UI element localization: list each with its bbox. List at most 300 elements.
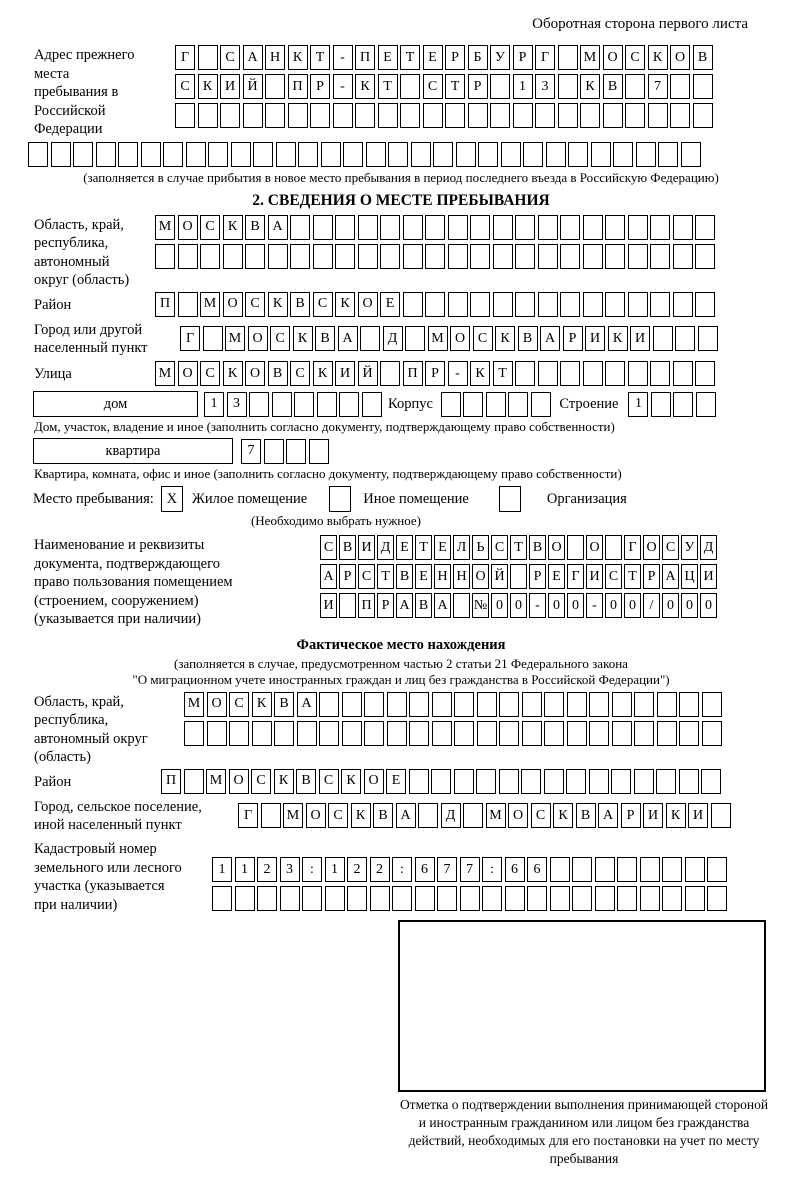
char-cell[interactable]: 0 [624, 593, 641, 618]
char-cell[interactable]: И [586, 564, 603, 589]
char-cell[interactable] [280, 886, 300, 911]
char-cell[interactable]: В [576, 803, 596, 828]
char-cell[interactable] [535, 103, 555, 128]
char-cell[interactable] [628, 244, 648, 269]
char-cell[interactable] [313, 215, 333, 240]
char-cell[interactable]: Б [468, 45, 488, 70]
char-cell[interactable] [501, 142, 521, 167]
char-cell[interactable]: С [313, 292, 333, 317]
char-cell[interactable] [342, 692, 362, 717]
char-cell[interactable] [432, 721, 452, 746]
char-cell[interactable] [550, 886, 570, 911]
char-cell[interactable]: С [358, 564, 375, 589]
char-cell[interactable] [445, 103, 465, 128]
char-cell[interactable] [634, 692, 654, 717]
char-cell[interactable] [253, 142, 273, 167]
char-cell[interactable] [364, 721, 384, 746]
char-cell[interactable]: Д [377, 535, 394, 560]
char-cell[interactable] [656, 769, 676, 794]
char-cell[interactable] [409, 721, 429, 746]
char-cell[interactable]: Р [643, 564, 660, 589]
char-cell[interactable] [628, 292, 648, 317]
char-cell[interactable]: Е [415, 564, 432, 589]
char-cell[interactable] [634, 721, 654, 746]
char-cell[interactable] [595, 857, 615, 882]
char-cell[interactable]: А [540, 326, 560, 351]
char-cell[interactable]: К [355, 74, 375, 99]
char-cell[interactable]: К [223, 215, 243, 240]
char-cell[interactable] [163, 142, 183, 167]
char-cell[interactable]: О [472, 564, 489, 589]
char-cell[interactable] [515, 215, 535, 240]
char-cell[interactable] [493, 215, 513, 240]
char-cell[interactable] [482, 886, 502, 911]
char-cell[interactable]: Р [513, 45, 533, 70]
char-cell[interactable] [572, 886, 592, 911]
char-cell[interactable] [364, 692, 384, 717]
char-cell[interactable]: К [470, 361, 490, 386]
char-cell[interactable] [580, 103, 600, 128]
char-cell[interactable] [486, 392, 506, 417]
char-cell[interactable] [707, 886, 727, 911]
char-cell[interactable] [603, 103, 623, 128]
char-cell[interactable]: 0 [491, 593, 508, 618]
char-cell[interactable] [617, 857, 637, 882]
char-cell[interactable]: К [313, 361, 333, 386]
char-cell[interactable] [261, 803, 281, 828]
char-cell[interactable] [184, 721, 204, 746]
char-cell[interactable]: Т [445, 74, 465, 99]
char-cell[interactable] [453, 593, 470, 618]
char-cell[interactable]: Р [310, 74, 330, 99]
char-cell[interactable]: А [396, 593, 413, 618]
char-cell[interactable] [294, 392, 314, 417]
char-cell[interactable]: М [155, 361, 175, 386]
char-cell[interactable]: А [268, 215, 288, 240]
char-cell[interactable] [605, 215, 625, 240]
char-cell[interactable] [583, 361, 603, 386]
char-cell[interactable]: П [155, 292, 175, 317]
char-cell[interactable]: Д [441, 803, 461, 828]
char-cell[interactable]: К [268, 292, 288, 317]
char-cell[interactable] [96, 142, 116, 167]
char-cell[interactable] [510, 564, 527, 589]
char-cell[interactable]: : [392, 857, 412, 882]
char-cell[interactable] [203, 326, 223, 351]
char-cell[interactable] [454, 692, 474, 717]
char-cell[interactable]: 1 [628, 392, 648, 417]
char-cell[interactable]: Г [624, 535, 641, 560]
char-cell[interactable]: О [358, 292, 378, 317]
char-cell[interactable] [468, 103, 488, 128]
char-cell[interactable]: Е [380, 292, 400, 317]
char-cell[interactable]: Т [493, 361, 513, 386]
char-cell[interactable]: С [251, 769, 271, 794]
char-cell[interactable] [679, 721, 699, 746]
char-cell[interactable] [405, 326, 425, 351]
char-cell[interactable]: И [643, 803, 663, 828]
char-cell[interactable]: П [355, 45, 375, 70]
char-cell[interactable]: И [358, 535, 375, 560]
char-cell[interactable] [662, 886, 682, 911]
char-cell[interactable] [411, 142, 431, 167]
char-cell[interactable] [673, 392, 693, 417]
char-cell[interactable]: К [274, 769, 294, 794]
char-cell[interactable]: В [518, 326, 538, 351]
char-cell[interactable] [679, 692, 699, 717]
char-cell[interactable] [493, 244, 513, 269]
char-cell[interactable] [478, 142, 498, 167]
char-cell[interactable]: В [529, 535, 546, 560]
char-cell[interactable] [370, 886, 390, 911]
char-cell[interactable]: О [548, 535, 565, 560]
char-cell[interactable] [249, 392, 269, 417]
char-cell[interactable]: О [245, 361, 265, 386]
char-cell[interactable]: А [434, 593, 451, 618]
char-cell[interactable] [403, 292, 423, 317]
char-cell[interactable] [515, 244, 535, 269]
char-cell[interactable] [538, 361, 558, 386]
char-cell[interactable] [362, 392, 382, 417]
char-cell[interactable] [567, 692, 587, 717]
char-cell[interactable] [613, 142, 633, 167]
char-cell[interactable]: С [200, 215, 220, 240]
char-cell[interactable]: Г [238, 803, 258, 828]
char-cell[interactable] [380, 361, 400, 386]
char-cell[interactable]: М [155, 215, 175, 240]
char-cell[interactable] [544, 692, 564, 717]
char-cell[interactable] [200, 244, 220, 269]
char-cell[interactable]: А [320, 564, 337, 589]
char-cell[interactable]: 0 [567, 593, 584, 618]
char-cell[interactable] [628, 215, 648, 240]
char-cell[interactable]: С [328, 803, 348, 828]
char-cell[interactable]: А [243, 45, 263, 70]
char-cell[interactable]: С [473, 326, 493, 351]
char-cell[interactable]: Ь [472, 535, 489, 560]
char-cell[interactable]: Т [377, 564, 394, 589]
char-cell[interactable] [313, 244, 333, 269]
char-cell[interactable] [707, 857, 727, 882]
char-cell[interactable]: И [585, 326, 605, 351]
char-cell[interactable]: С [423, 74, 443, 99]
char-cell[interactable] [448, 244, 468, 269]
char-cell[interactable] [670, 74, 690, 99]
char-cell[interactable]: В [274, 692, 294, 717]
char-cell[interactable] [321, 142, 341, 167]
char-cell[interactable] [698, 326, 718, 351]
char-cell[interactable] [470, 292, 490, 317]
char-cell[interactable]: Н [434, 564, 451, 589]
char-cell[interactable] [243, 103, 263, 128]
char-cell[interactable] [437, 886, 457, 911]
char-cell[interactable]: 3 [280, 857, 300, 882]
char-cell[interactable] [605, 292, 625, 317]
char-cell[interactable]: 0 [681, 593, 698, 618]
char-cell[interactable] [175, 103, 195, 128]
char-cell[interactable]: О [643, 535, 660, 560]
char-cell[interactable] [178, 292, 198, 317]
char-cell[interactable]: Р [468, 74, 488, 99]
char-cell[interactable] [695, 215, 715, 240]
char-cell[interactable]: 1 [235, 857, 255, 882]
char-cell[interactable] [409, 769, 429, 794]
char-cell[interactable] [252, 721, 272, 746]
char-cell[interactable] [380, 215, 400, 240]
char-cell[interactable]: Д [383, 326, 403, 351]
char-cell[interactable]: А [396, 803, 416, 828]
char-cell[interactable]: Г [535, 45, 555, 70]
char-cell[interactable] [454, 769, 474, 794]
char-cell[interactable] [378, 103, 398, 128]
char-cell[interactable] [673, 292, 693, 317]
char-cell[interactable]: И [688, 803, 708, 828]
char-cell[interactable] [685, 857, 705, 882]
char-cell[interactable] [611, 769, 631, 794]
char-cell[interactable] [650, 215, 670, 240]
char-cell[interactable] [499, 721, 519, 746]
checkbox-organizatsiya[interactable] [499, 486, 521, 512]
char-cell[interactable]: С [319, 769, 339, 794]
char-cell[interactable] [685, 886, 705, 911]
char-cell[interactable] [662, 857, 682, 882]
char-cell[interactable]: Н [453, 564, 470, 589]
char-cell[interactable] [380, 244, 400, 269]
char-cell[interactable] [245, 244, 265, 269]
char-cell[interactable] [268, 244, 288, 269]
char-cell[interactable]: 1 [325, 857, 345, 882]
char-cell[interactable] [431, 769, 451, 794]
char-cell[interactable] [366, 142, 386, 167]
char-cell[interactable] [388, 142, 408, 167]
char-cell[interactable] [333, 103, 353, 128]
char-cell[interactable]: Т [624, 564, 641, 589]
char-cell[interactable]: 6 [415, 857, 435, 882]
char-cell[interactable] [560, 215, 580, 240]
char-cell[interactable]: О [364, 769, 384, 794]
char-cell[interactable]: К [495, 326, 515, 351]
char-cell[interactable]: Р [563, 326, 583, 351]
char-cell[interactable] [583, 292, 603, 317]
char-cell[interactable] [186, 142, 206, 167]
char-cell[interactable] [673, 244, 693, 269]
char-cell[interactable] [264, 439, 284, 464]
char-cell[interactable] [544, 721, 564, 746]
char-cell[interactable]: 3 [535, 74, 555, 99]
char-cell[interactable] [560, 244, 580, 269]
char-cell[interactable] [651, 392, 671, 417]
char-cell[interactable]: У [681, 535, 698, 560]
char-cell[interactable] [425, 215, 445, 240]
char-cell[interactable] [433, 142, 453, 167]
char-cell[interactable] [653, 326, 673, 351]
char-cell[interactable]: Е [386, 769, 406, 794]
char-cell[interactable]: 2 [347, 857, 367, 882]
char-cell[interactable]: С [220, 45, 240, 70]
char-cell[interactable] [538, 215, 558, 240]
char-cell[interactable] [286, 439, 306, 464]
char-cell[interactable] [628, 361, 648, 386]
char-cell[interactable] [583, 215, 603, 240]
char-cell[interactable] [432, 692, 452, 717]
char-cell[interactable]: С [491, 535, 508, 560]
char-cell[interactable] [141, 142, 161, 167]
char-cell[interactable] [290, 215, 310, 240]
char-cell[interactable]: Д [700, 535, 717, 560]
char-cell[interactable] [415, 886, 435, 911]
char-cell[interactable]: Н [265, 45, 285, 70]
char-cell[interactable]: - [529, 593, 546, 618]
char-cell[interactable]: И [335, 361, 355, 386]
char-cell[interactable]: Е [548, 564, 565, 589]
char-cell[interactable]: 6 [505, 857, 525, 882]
char-cell[interactable]: В [315, 326, 335, 351]
char-cell[interactable] [477, 692, 497, 717]
char-cell[interactable] [650, 292, 670, 317]
char-cell[interactable] [208, 142, 228, 167]
char-cell[interactable]: Г [175, 45, 195, 70]
char-cell[interactable] [339, 392, 359, 417]
char-cell[interactable] [490, 103, 510, 128]
char-cell[interactable]: К [648, 45, 668, 70]
char-cell[interactable] [657, 721, 677, 746]
char-cell[interactable] [302, 886, 322, 911]
char-cell[interactable] [454, 721, 474, 746]
char-cell[interactable]: В [396, 564, 413, 589]
char-cell[interactable] [513, 103, 533, 128]
char-cell[interactable] [550, 857, 570, 882]
char-cell[interactable]: 7 [437, 857, 457, 882]
char-cell[interactable]: П [403, 361, 423, 386]
char-cell[interactable]: 1 [513, 74, 533, 99]
char-cell[interactable]: А [598, 803, 618, 828]
char-cell[interactable] [658, 142, 678, 167]
char-cell[interactable]: О [603, 45, 623, 70]
char-cell[interactable] [418, 803, 438, 828]
char-cell[interactable] [310, 103, 330, 128]
char-cell[interactable]: Р [377, 593, 394, 618]
char-cell[interactable]: С [662, 535, 679, 560]
char-cell[interactable]: Е [434, 535, 451, 560]
char-cell[interactable]: : [482, 857, 502, 882]
char-cell[interactable]: И [700, 564, 717, 589]
char-cell[interactable]: 0 [510, 593, 527, 618]
char-cell[interactable] [515, 292, 535, 317]
char-cell[interactable] [403, 244, 423, 269]
char-cell[interactable] [343, 142, 363, 167]
char-cell[interactable] [499, 692, 519, 717]
char-cell[interactable]: Р [445, 45, 465, 70]
char-cell[interactable] [670, 103, 690, 128]
char-cell[interactable]: 0 [700, 593, 717, 618]
char-cell[interactable]: Е [378, 45, 398, 70]
char-cell[interactable] [673, 361, 693, 386]
char-cell[interactable]: Л [453, 535, 470, 560]
char-cell[interactable] [673, 215, 693, 240]
char-cell[interactable]: М [428, 326, 448, 351]
char-cell[interactable]: К [288, 45, 308, 70]
char-cell[interactable] [342, 721, 362, 746]
char-cell[interactable] [508, 392, 528, 417]
char-cell[interactable] [223, 244, 243, 269]
char-cell[interactable]: О [670, 45, 690, 70]
char-cell[interactable] [702, 721, 722, 746]
char-cell[interactable] [560, 361, 580, 386]
char-cell[interactable]: С [290, 361, 310, 386]
char-cell[interactable] [257, 886, 277, 911]
char-cell[interactable] [711, 803, 731, 828]
char-cell[interactable]: 2 [257, 857, 277, 882]
char-cell[interactable]: А [297, 692, 317, 717]
char-cell[interactable]: К [580, 74, 600, 99]
char-cell[interactable]: Г [180, 326, 200, 351]
char-cell[interactable]: К [223, 361, 243, 386]
char-cell[interactable]: Р [529, 564, 546, 589]
checkbox-inoe[interactable] [329, 486, 351, 512]
char-cell[interactable] [470, 215, 490, 240]
char-cell[interactable]: В [415, 593, 432, 618]
char-cell[interactable] [441, 392, 461, 417]
char-cell[interactable] [679, 769, 699, 794]
char-cell[interactable]: О [508, 803, 528, 828]
char-cell[interactable] [319, 721, 339, 746]
char-cell[interactable]: А [662, 564, 679, 589]
char-cell[interactable] [423, 103, 443, 128]
char-cell[interactable]: С [605, 564, 622, 589]
char-cell[interactable] [566, 769, 586, 794]
char-cell[interactable] [640, 886, 660, 911]
char-cell[interactable]: М [486, 803, 506, 828]
char-cell[interactable]: О [207, 692, 227, 717]
char-cell[interactable] [617, 886, 637, 911]
char-cell[interactable] [650, 244, 670, 269]
char-cell[interactable]: В [296, 769, 316, 794]
char-cell[interactable] [155, 244, 175, 269]
char-cell[interactable] [298, 142, 318, 167]
char-cell[interactable] [531, 392, 551, 417]
char-cell[interactable] [347, 886, 367, 911]
char-cell[interactable]: А [338, 326, 358, 351]
char-cell[interactable] [400, 103, 420, 128]
char-cell[interactable]: К [335, 292, 355, 317]
char-cell[interactable] [650, 361, 670, 386]
char-cell[interactable]: К [351, 803, 371, 828]
char-cell[interactable]: - [333, 45, 353, 70]
char-cell[interactable] [392, 886, 412, 911]
char-cell[interactable] [339, 593, 356, 618]
char-cell[interactable] [605, 535, 622, 560]
char-cell[interactable]: С [245, 292, 265, 317]
char-cell[interactable] [544, 769, 564, 794]
char-cell[interactable] [460, 886, 480, 911]
char-cell[interactable] [274, 721, 294, 746]
char-cell[interactable] [625, 74, 645, 99]
char-cell[interactable]: П [288, 74, 308, 99]
char-cell[interactable] [463, 803, 483, 828]
char-cell[interactable] [73, 142, 93, 167]
char-cell[interactable] [523, 142, 543, 167]
char-cell[interactable] [297, 721, 317, 746]
char-cell[interactable] [560, 292, 580, 317]
char-cell[interactable] [212, 886, 232, 911]
char-cell[interactable] [612, 721, 632, 746]
char-cell[interactable] [490, 74, 510, 99]
char-cell[interactable] [288, 103, 308, 128]
char-cell[interactable]: В [373, 803, 393, 828]
char-cell[interactable]: С [270, 326, 290, 351]
char-cell[interactable]: № [472, 593, 489, 618]
char-cell[interactable]: / [643, 593, 660, 618]
